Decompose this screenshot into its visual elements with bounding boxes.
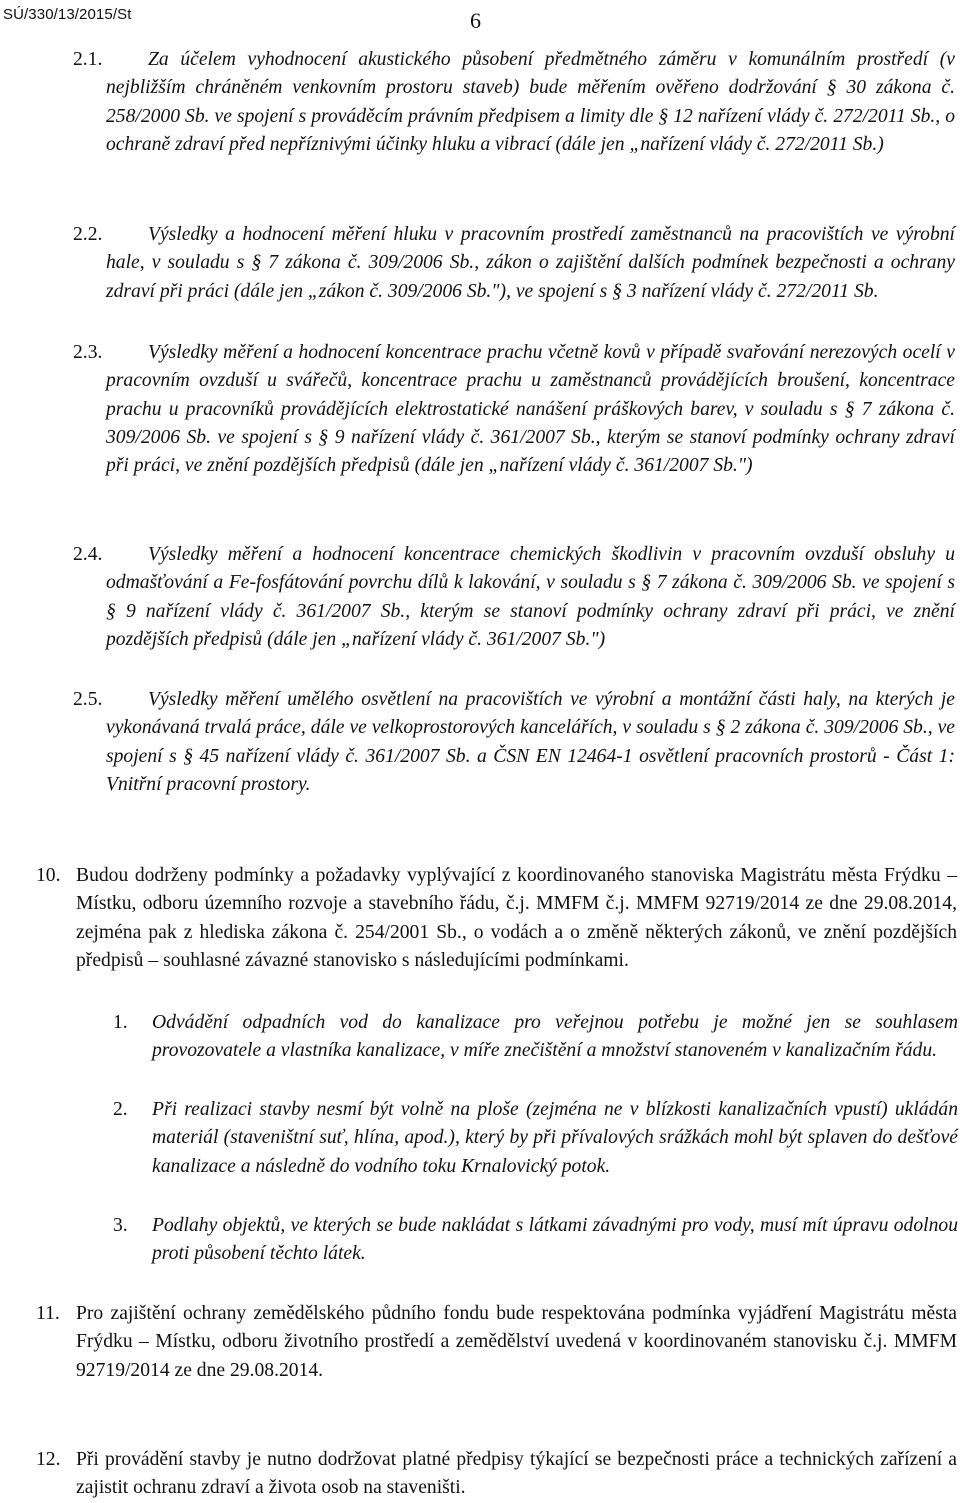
item-text <box>106 686 955 799</box>
paragraph-text: Pro zajištění ochrany zemědělského půdního fondu bude respektována podmínka vyjádření Magistrátu města Frýdku – Místku, odboru životního prostředí a zemědělství uvedená v koordinovaném stanovisku č.j. MMFM 92719/2014 ze dne 29.08.2014. <box>76 1303 957 1381</box>
item-text-content: Výsledky měření a hodnocení koncentrace prachu včetně kovů v případě svařování nerezových ocelí v pracovním ovzduší u svářečů, koncentrace prachu u zaměstnanců provádějících broušení, koncentrace prachu u pracovníků provádějících elektrostatické nanášení práškových barev, v souladu s § 7 zákona č. 309/2006 Sb. ve spojení s § 9 nařízení vlády č. 361/2007 Sb., kterým se stanoví podmínky ochrany zdraví při práci, ve znění pozdějších předpisů (dále jen „nařízení vlády č. 361/2007 Sb.") <box>106 342 955 477</box>
item-2-2 <box>73 221 955 306</box>
item-number: 2.3. <box>73 342 103 363</box>
item-2-3 <box>73 339 955 480</box>
condition-number: 1. <box>113 1012 128 1033</box>
item-2-4 <box>73 541 955 654</box>
item-text <box>106 339 955 480</box>
item-text-content: Výsledky měření a hodnocení koncentrace chemických škodlivin v pracovním ovzduší obsluhy u odmašťování a Fe-fosfátování povrchu dílů k lakování, v souladu s § 7 zákona č. 309/2006 Sb. ve spojení s § 9 nařízení vlády č. 361/2007 Sb., kterým se stanoví podmínky ochrany zdraví při práci, ve znění pozdějších předpisů (dále jen „nařízení vlády č. 361/2007 Sb.") <box>106 544 955 650</box>
condition-1 <box>113 1009 958 1066</box>
condition-text: Odvádění odpadních vod do kanalizace pro veřejnou potřebu je možné jen se souhlasem provozovatele a vlastníka kanalizace, v míře znečištění a množství stanoveném v kanalizačním řádu. <box>152 1012 958 1062</box>
condition-number: 3. <box>113 1215 128 1236</box>
item-2-1 <box>73 46 955 159</box>
item-number: 2.2. <box>73 224 103 245</box>
paragraph-12 <box>36 1446 957 1503</box>
condition-number: 2. <box>113 1099 128 1120</box>
item-number: 2.5. <box>73 689 103 710</box>
item-text-content: Za účelem vyhodnocení akustického působení předmětného záměru v komunálním prostředí (v nejbližším chráněném venkovním prostoru staveb) bude měřením ověřeno dodržování § 30 zákona č. 258/2000 Sb. ve spojení s prováděcím právním předpisem a limity dle § 12 nařízení vlády č. 272/2011 Sb., o ochraně zdraví před nepříznivými účinky hluku a vibrací (dále jen „nařízení vlády č. 272/2011 Sb.) <box>106 49 955 155</box>
paragraph-11 <box>36 1300 957 1385</box>
paragraph-number: 11. <box>36 1303 60 1324</box>
item-text <box>106 46 955 159</box>
item-number: 2.1. <box>73 49 103 70</box>
condition-text: Podlahy objektů, ve kterých se bude nakládat s látkami závadnými pro vody, musí mít úpravu odolnou proti působení těchto látek. <box>152 1215 958 1265</box>
item-text <box>106 541 955 654</box>
paragraph-10 <box>36 862 957 975</box>
item-text-content: Výsledky a hodnocení měření hluku v pracovním prostředí zaměstnanců na pracovištích ve výrobní hale, v souladu s § 7 zákona č. 309/2006 Sb., zákon o zajištění dalších podmínek bezpečnosti a ochrany zdraví při práci (dále jen „zákon č. 309/2006 Sb."), ve spojení s § 3 nařízení vlády č. 272/2011 Sb. <box>106 224 955 302</box>
paragraph-number: 12. <box>36 1449 61 1470</box>
item-text-content: Výsledky měření umělého osvětlení na pracovištích ve výrobní a montážní části haly, na kterých je vykonávaná trvalá práce, dále ve velkoprostorových kancelářích, v souladu s § 2 zákona č. 309/2006 Sb., ve spojení s § 45 nařízení vlády č. 361/2007 Sb. a ČSN EN 12464-1 osvětlení pracovních prostorů - Část 1: Vnitřní pracovní prostory. <box>106 689 955 795</box>
paragraph-number: 10. <box>36 865 61 886</box>
condition-3 <box>113 1212 958 1269</box>
paragraph-text: Při provádění stavby je nutno dodržovat platné předpisy týkající se bezpečnosti práce a technických zařízení a zajistit ochranu zdraví a života osob na staveništi. <box>76 1449 957 1499</box>
paragraph-text: Budou dodrženy podmínky a požadavky vyplývající z koordinovaného stanoviska Magistrátu města Frýdku – Místku, odboru územního rozvoje a stavebního řádu, č.j. MMFM č.j. MMFM 92719/2014 ze dne 29.08.2014, zejména pak z hlediska zákona č. 254/2001 Sb., o vodách a o změně některých zákonů, ve znění pozdějších předpisů – souhlasné závazné stanovisko s následujícími podmínkami. <box>76 865 957 971</box>
item-2-5 <box>73 686 955 799</box>
item-text <box>106 221 955 306</box>
item-number: 2.4. <box>73 544 103 565</box>
condition-2 <box>113 1096 958 1181</box>
document-reference: SÚ/330/13/2015/St <box>3 6 132 23</box>
page-number: 6 <box>470 8 481 33</box>
condition-text: Při realizaci stavby nesmí být volně na ploše (zejména ne v blízkosti kanalizačních vpustí) ukládán materiál (staveništní suť, hlína, apod.), který by při přívalových srážkách mohl být splaven do dešťové kanalizace a následně do vodního toku Krnalovický potok. <box>152 1099 958 1177</box>
